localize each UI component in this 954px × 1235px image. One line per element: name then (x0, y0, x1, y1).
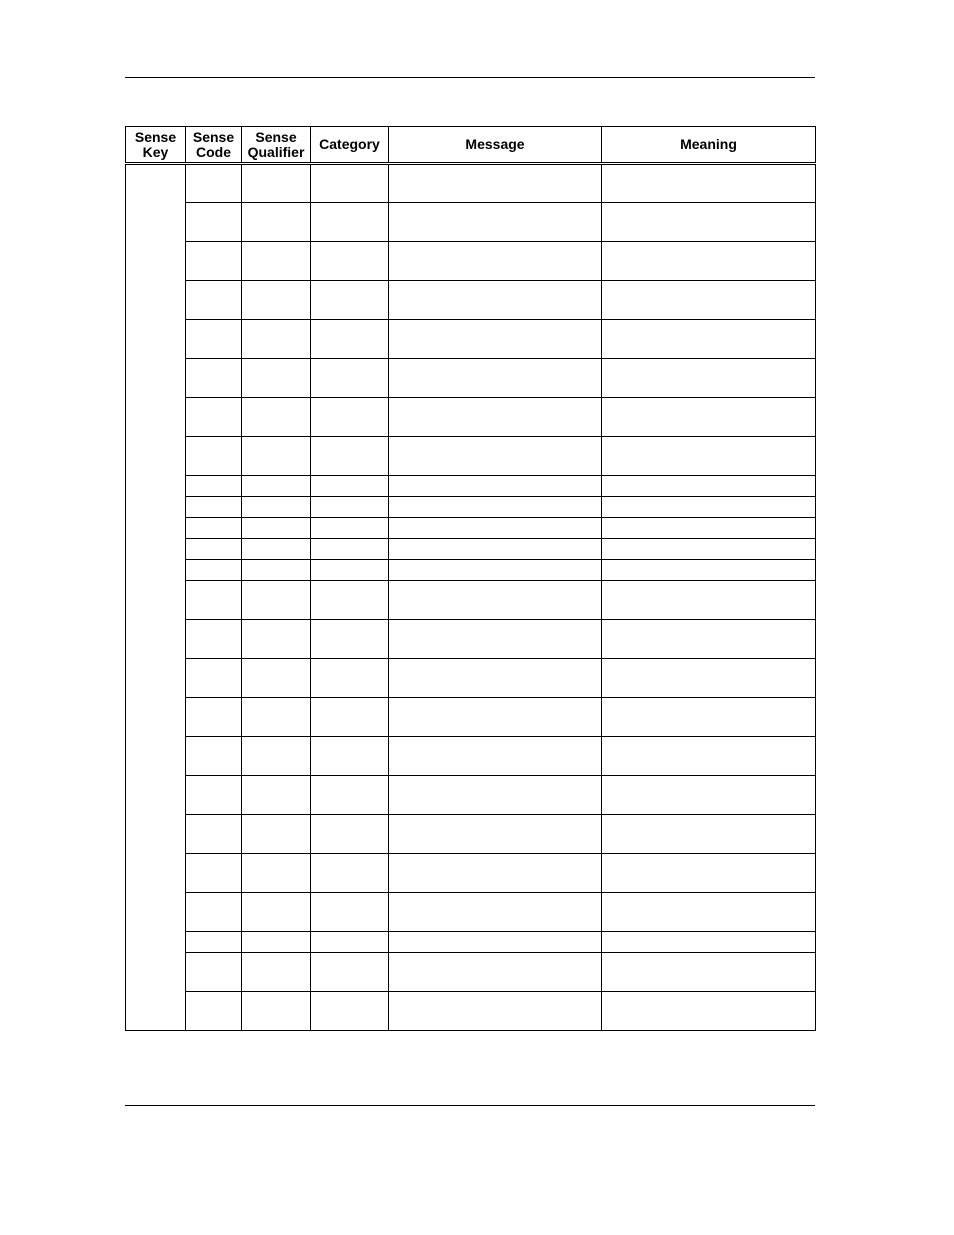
category-cell (311, 815, 389, 854)
category-cell (311, 659, 389, 698)
category-cell (311, 320, 389, 359)
message-cell (389, 893, 602, 932)
sense-code-cell (186, 203, 242, 242)
sense-code-cell (186, 815, 242, 854)
category-cell (311, 893, 389, 932)
meaning-cell (602, 620, 816, 659)
category-cell (311, 932, 389, 953)
header-rule (125, 77, 815, 78)
sense-code-cell (186, 854, 242, 893)
sense-qualifier-cell (242, 242, 311, 281)
sense-qualifier-cell (242, 698, 311, 737)
message-cell (389, 992, 602, 1031)
message-cell (389, 854, 602, 893)
table-header-row (126, 127, 816, 164)
category-cell (311, 581, 389, 620)
table-row (126, 320, 816, 359)
category-cell (311, 476, 389, 497)
header-sense-qualifier-line1: Sense (255, 128, 297, 145)
table-row (126, 992, 816, 1031)
message-cell (389, 698, 602, 737)
sense-code-cell (186, 242, 242, 281)
category-cell (311, 281, 389, 320)
table-row (126, 620, 816, 659)
sense-key-cell (126, 164, 186, 1031)
table-row (126, 497, 816, 518)
sense-qualifier-cell (242, 476, 311, 497)
meaning-cell (602, 560, 816, 581)
category-cell (311, 359, 389, 398)
category-cell (311, 398, 389, 437)
sense-qualifier-cell (242, 518, 311, 539)
sense-code-cell (186, 281, 242, 320)
meaning-cell (602, 893, 816, 932)
table-row (126, 854, 816, 893)
sense-code-cell (186, 932, 242, 953)
message-cell (389, 203, 602, 242)
meaning-cell (602, 164, 816, 203)
category-cell (311, 497, 389, 518)
meaning-cell (602, 953, 816, 992)
category-cell (311, 560, 389, 581)
sense-qualifier-cell (242, 893, 311, 932)
category-cell (311, 539, 389, 560)
table-row (126, 932, 816, 953)
message-cell (389, 776, 602, 815)
sense-code-cell (186, 398, 242, 437)
sense-qualifier-cell (242, 560, 311, 581)
message-cell (389, 164, 602, 203)
header-message: Message (389, 127, 602, 164)
sense-code-cell (186, 953, 242, 992)
sense-code-cell (186, 518, 242, 539)
category-cell (311, 992, 389, 1031)
sense-qualifier-cell (242, 854, 311, 893)
table-row (126, 242, 816, 281)
meaning-cell (602, 497, 816, 518)
message-cell (389, 659, 602, 698)
message-cell (389, 539, 602, 560)
sense-code-cell (186, 560, 242, 581)
meaning-cell (602, 242, 816, 281)
table-row (126, 893, 816, 932)
header-sense-qualifier (242, 127, 311, 164)
sense-qualifier-cell (242, 737, 311, 776)
sense-qualifier-cell (242, 359, 311, 398)
sense-code-cell (186, 620, 242, 659)
meaning-cell (602, 581, 816, 620)
category-cell (311, 518, 389, 539)
sense-qualifier-cell (242, 659, 311, 698)
meaning-cell (602, 854, 816, 893)
table-row (126, 659, 816, 698)
sense-qualifier-cell (242, 398, 311, 437)
sense-code-cell (186, 659, 242, 698)
sense-qualifier-cell (242, 815, 311, 854)
table-row (126, 437, 816, 476)
message-cell (389, 476, 602, 497)
sense-code-cell (186, 992, 242, 1031)
sense-qualifier-cell (242, 953, 311, 992)
sense-qualifier-cell (242, 497, 311, 518)
meaning-cell (602, 437, 816, 476)
message-cell (389, 281, 602, 320)
header-category: Category (311, 127, 389, 164)
table-row (126, 164, 816, 203)
category-cell (311, 737, 389, 776)
table-row (126, 281, 816, 320)
category-cell (311, 242, 389, 281)
sense-qualifier-cell (242, 164, 311, 203)
sense-code-cell (186, 539, 242, 560)
sense-code-cell (186, 581, 242, 620)
message-cell (389, 560, 602, 581)
sense-qualifier-cell (242, 776, 311, 815)
message-cell (389, 581, 602, 620)
table-row (126, 398, 816, 437)
sense-code-cell (186, 320, 242, 359)
table-row (126, 476, 816, 497)
category-cell (311, 854, 389, 893)
sense-code-cell (186, 737, 242, 776)
sense-code-cell (186, 497, 242, 518)
meaning-cell (602, 539, 816, 560)
header-sense-key-line2: Key (142, 143, 169, 160)
category-cell (311, 953, 389, 992)
table-row (126, 518, 816, 539)
sense-qualifier-cell (242, 437, 311, 476)
message-cell (389, 242, 602, 281)
message-cell (389, 320, 602, 359)
meaning-cell (602, 398, 816, 437)
header-sense-code (186, 127, 242, 164)
table-row (126, 359, 816, 398)
table-row (126, 776, 816, 815)
header-sense-key-line1: Sense (134, 128, 177, 145)
header-meaning: Meaning (602, 127, 816, 164)
sense-qualifier-cell (242, 620, 311, 659)
category-cell (311, 698, 389, 737)
message-cell (389, 815, 602, 854)
table-row (126, 203, 816, 242)
table-row (126, 737, 816, 776)
table-row (126, 539, 816, 560)
meaning-cell (602, 698, 816, 737)
message-cell (389, 953, 602, 992)
sense-qualifier-cell (242, 203, 311, 242)
sense-qualifier-cell (242, 932, 311, 953)
category-cell (311, 203, 389, 242)
meaning-cell (602, 776, 816, 815)
sense-code-cell (186, 698, 242, 737)
meaning-cell (602, 320, 816, 359)
message-cell (389, 398, 602, 437)
sense-code-cell (186, 359, 242, 398)
sense-code-cell (186, 164, 242, 203)
table-row (126, 581, 816, 620)
meaning-cell (602, 932, 816, 953)
sense-code-cell (186, 476, 242, 497)
sense-code-table (125, 126, 816, 1031)
table-body (126, 164, 816, 1031)
meaning-cell (602, 359, 816, 398)
message-cell (389, 437, 602, 476)
message-cell (389, 518, 602, 539)
sense-qualifier-cell (242, 281, 311, 320)
header-sense-qualifier-line2: Qualifier (247, 143, 305, 160)
meaning-cell (602, 518, 816, 539)
header-sense-code-line2: Code (196, 143, 231, 160)
meaning-cell (602, 992, 816, 1031)
header-sense-code-line1: Sense (192, 128, 235, 145)
message-cell (389, 737, 602, 776)
meaning-cell (602, 815, 816, 854)
category-cell (311, 776, 389, 815)
table-row (126, 560, 816, 581)
sense-code-cell (186, 437, 242, 476)
sense-qualifier-cell (242, 581, 311, 620)
meaning-cell (602, 203, 816, 242)
sense-qualifier-cell (242, 320, 311, 359)
message-cell (389, 497, 602, 518)
table-row (126, 953, 816, 992)
sense-code-cell (186, 776, 242, 815)
message-cell (389, 359, 602, 398)
sense-qualifier-cell (242, 992, 311, 1031)
meaning-cell (602, 737, 816, 776)
meaning-cell (602, 659, 816, 698)
message-cell (389, 620, 602, 659)
table-row (126, 815, 816, 854)
category-cell (311, 437, 389, 476)
meaning-cell (602, 281, 816, 320)
message-cell (389, 932, 602, 953)
meaning-cell (602, 476, 816, 497)
header-sense-key (126, 127, 186, 164)
category-cell (311, 620, 389, 659)
footer-rule (125, 1105, 815, 1106)
category-cell (311, 164, 389, 203)
sense-code-cell (186, 893, 242, 932)
sense-qualifier-cell (242, 539, 311, 560)
table-row (126, 698, 816, 737)
